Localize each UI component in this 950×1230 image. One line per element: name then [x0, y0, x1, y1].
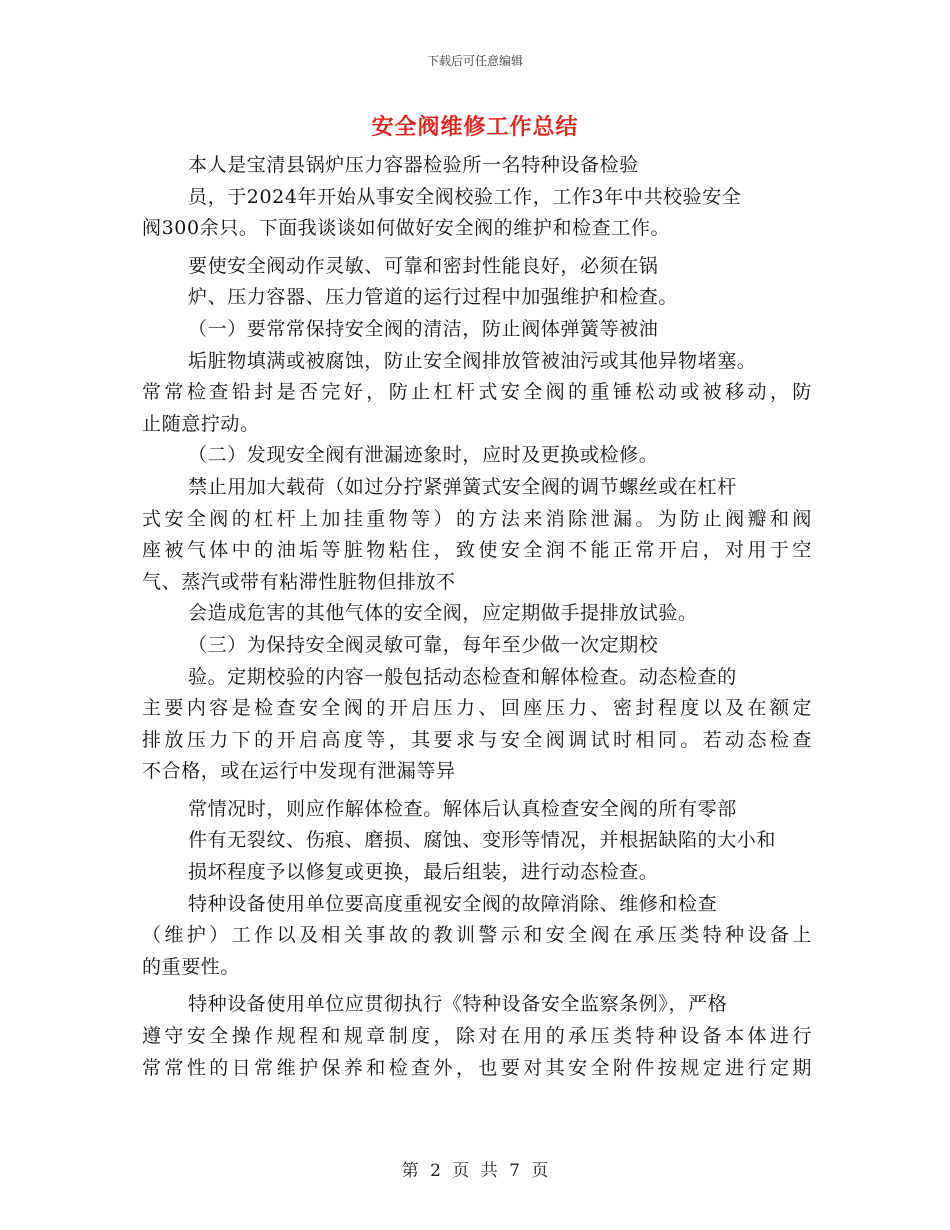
body-line: 特种设备使用单位要高度重视安全阀的故障消除、维修和检查 [188, 892, 718, 915]
body-line: 垢脏物填满或被腐蚀，防止安全阀排放管被油污或其他异物堵塞。 [188, 349, 757, 372]
body-line: 常常检查铅封是否完好，防止杠杆式安全阀的重锤松动或被移动，防 [142, 381, 812, 404]
body-line: 座被气体中的油垢等脏物粘住，致使安全润不能正常开启，对用于空 [142, 539, 812, 562]
header-note: 下载后可任意编辑 [426, 54, 523, 68]
body-line: （维护）工作以及相关事故的教训警示和安全阀在承压类特种设备上 [142, 924, 812, 947]
body-line: 要使安全阀动作灵敏、可靠和密封性能良好，必须在锅 [188, 254, 659, 277]
body-line: （二）发现安全阀有泄漏迹象时，应时及更换或检修。 [188, 444, 659, 467]
body-line: 阀300余只。下面我谈谈如何做好安全阀的维护和检查工作。 [142, 217, 671, 240]
body-line: 验。定期校验的内容一般包括动态检查和解体检查。动态检查的 [188, 665, 737, 688]
body-line: 件有无裂纹、伤痕、磨损、腐蚀、变形等情况，并根据缺陷的大小和 [188, 829, 777, 852]
body-line: 主要内容是检查安全阀的开启压力、回座压力、密封程度以及在额定 [142, 697, 812, 720]
body-line: 常常性的日常维护保养和检查外，也要对其安全附件按规定进行定期 [142, 1056, 812, 1079]
body-line: 的重要性。 [142, 955, 241, 978]
body-line: 止随意拧动。 [142, 412, 260, 435]
document-body [142, 150, 812, 1084]
body-line: 炉、压力容器、压力管道的运行过程中加强维护和检查。 [188, 286, 679, 309]
page-number-footer: 第 2 页 共 7 页 [401, 1161, 549, 1181]
body-line: 损坏程度予以修复或更换，最后组装，进行动态检查。 [188, 861, 659, 884]
body-line: 排放压力下的开启高度等，其要求与安全阀调试时相同。若动态检查 [142, 728, 812, 751]
body-line: 式安全阀的杠杆上加挂重物等）的方法来消除泄漏。为防止阀瓣和阀 [142, 507, 812, 530]
document-title: 安全阀维修工作总结 [371, 114, 579, 140]
body-line: 本人是宝清县锅炉压力容器检验所一名特种设备检验 [188, 154, 639, 176]
body-line: 不合格，或在运行中发现有泄漏等异 [142, 760, 456, 783]
body-line: （一）要常常保持安全阀的清洁，防止阀体弹簧等被油 [188, 317, 659, 340]
body-line: 会造成危害的其他气体的安全阀，应定期做手提排放试验。 [188, 602, 698, 625]
body-line: 气、蒸汽或带有粘滞性脏物但排放不 [142, 570, 456, 593]
body-line: 遵守安全操作规程和规章制度，除对在用的承压类特种设备本体进行 [142, 1025, 812, 1048]
body-line: 特种设备使用单位应贯彻执行《特种设备安全监察条例》，严格 [188, 993, 728, 1016]
body-line: 禁止用加大载荷（如过分拧紧弹簧式安全阀的调节螺丝或在杠杆 [188, 475, 737, 498]
body-line: （三）为保持安全阀灵敏可靠，每年至少做一次定期校 [188, 633, 659, 656]
body-line: 员，于2024年开始从事安全阀校验工作，工作3年中共校验安全 [188, 185, 742, 208]
body-line: 常情况时，则应作解体检查。解体后认真检查安全阀的所有零部 [188, 797, 737, 820]
